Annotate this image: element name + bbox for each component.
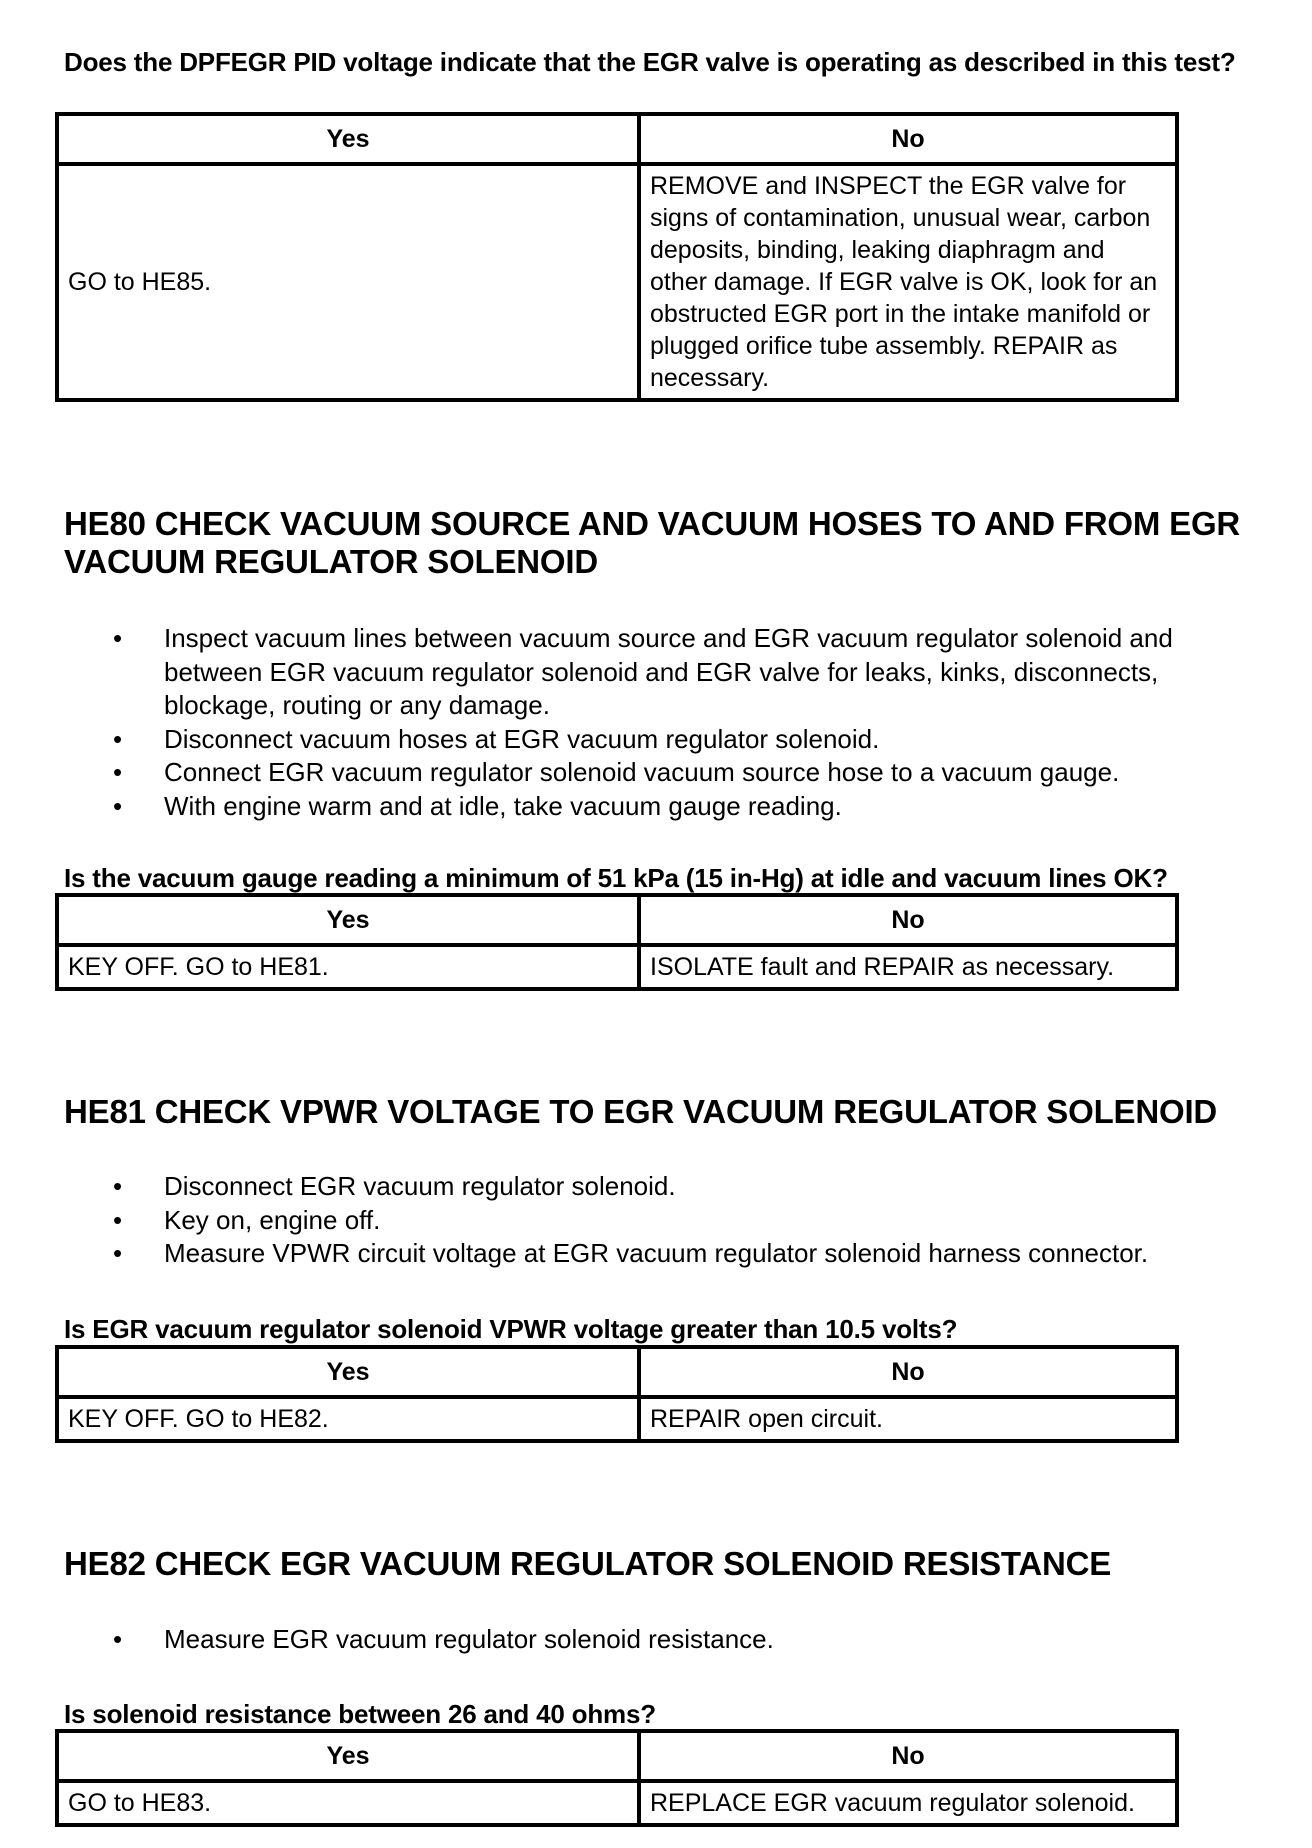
list-item: • With engine warm and at idle, take vacuum gauge reading. xyxy=(64,790,1264,824)
no-header: No xyxy=(639,1347,1177,1397)
he81-heading: HE81 CHECK VPWR VOLTAGE TO EGR VACUUM REGULATOR SOLENOID xyxy=(64,1093,1218,1130)
table-row xyxy=(57,164,1177,400)
no-cell: ISOLATE fault and REPAIR as necessary. xyxy=(639,945,1177,989)
he82-question: Is solenoid resistance between 26 and 40 ohms? xyxy=(64,1699,656,1729)
list-item: • Disconnect EGR vacuum regulator solenoid. xyxy=(64,1170,1264,1204)
he80-question: Is the vacuum gauge reading a minimum of 51 kPa (15 in-Hg) at idle and vacuum lines OK? xyxy=(64,863,1168,893)
no-header: No xyxy=(639,114,1177,164)
dpfegr-question: Does the DPFEGR PID voltage indicate that the EGR valve is operating as described in this test? xyxy=(64,47,1236,77)
no-cell: REPAIR open circuit. xyxy=(639,1397,1177,1441)
yes-cell: KEY OFF. GO to HE82. xyxy=(57,1397,639,1441)
yes-cell: GO to HE85. xyxy=(57,164,639,400)
table-header-row xyxy=(57,1347,1177,1397)
list-item: • Key on, engine off. xyxy=(64,1204,1264,1238)
he82-steps-list xyxy=(64,1623,1264,1657)
no-cell: REMOVE and INSPECT the EGR valve for signs of contamination, unusual wear, carbon deposits, binding, leaking diaphragm and other damage. If EGR valve is OK, look for an obstructed EGR port in the intake manifold or plugged orifice tube assembly. REPAIR as necessary. xyxy=(639,164,1177,400)
table-row xyxy=(57,1397,1177,1441)
he80-heading: HE80 CHECK VACUUM SOURCE AND VACUUM HOSES TO AND FROM EGR VACUUM REGULATOR SOLENOID xyxy=(64,505,1241,580)
yes-header: Yes xyxy=(57,895,639,945)
he81-question: Is EGR vacuum regulator solenoid VPWR voltage greater than 10.5 volts? xyxy=(64,1314,958,1344)
dpfegr-result-table xyxy=(55,112,1179,402)
he81-steps-list xyxy=(64,1170,1264,1271)
he81-result-table xyxy=(55,1345,1179,1443)
list-item: • Measure EGR vacuum regulator solenoid resistance. xyxy=(64,1623,1264,1657)
he82-result-table xyxy=(55,1729,1179,1827)
yes-header: Yes xyxy=(57,114,639,164)
list-item: • Inspect vacuum lines between vacuum source and EGR vacuum regulator solenoid and between EGR vacuum regulator solenoid and EGR valve for leaks, kinks, disconnects, blockage, routing or any damage. xyxy=(64,622,1264,723)
no-header: No xyxy=(639,895,1177,945)
yes-cell: KEY OFF. GO to HE81. xyxy=(57,945,639,989)
he82-heading: HE82 CHECK EGR VACUUM REGULATOR SOLENOID RESISTANCE xyxy=(64,1545,1112,1582)
no-header: No xyxy=(639,1731,1177,1781)
he80-steps-list xyxy=(64,622,1264,823)
no-cell: REPLACE EGR vacuum regulator solenoid. xyxy=(639,1781,1177,1825)
list-item: • Connect EGR vacuum regulator solenoid vacuum source hose to a vacuum gauge. xyxy=(64,756,1264,790)
yes-cell: GO to HE83. xyxy=(57,1781,639,1825)
table-row xyxy=(57,1781,1177,1825)
yes-header: Yes xyxy=(57,1731,639,1781)
table-header-row xyxy=(57,1731,1177,1781)
yes-header: Yes xyxy=(57,1347,639,1397)
list-item: • Disconnect vacuum hoses at EGR vacuum regulator solenoid. xyxy=(64,723,1264,757)
table-header-row xyxy=(57,114,1177,164)
he80-result-table xyxy=(55,893,1179,991)
table-row xyxy=(57,945,1177,989)
table-header-row xyxy=(57,895,1177,945)
list-item: • Measure VPWR circuit voltage at EGR vacuum regulator solenoid harness connector. xyxy=(64,1237,1264,1271)
